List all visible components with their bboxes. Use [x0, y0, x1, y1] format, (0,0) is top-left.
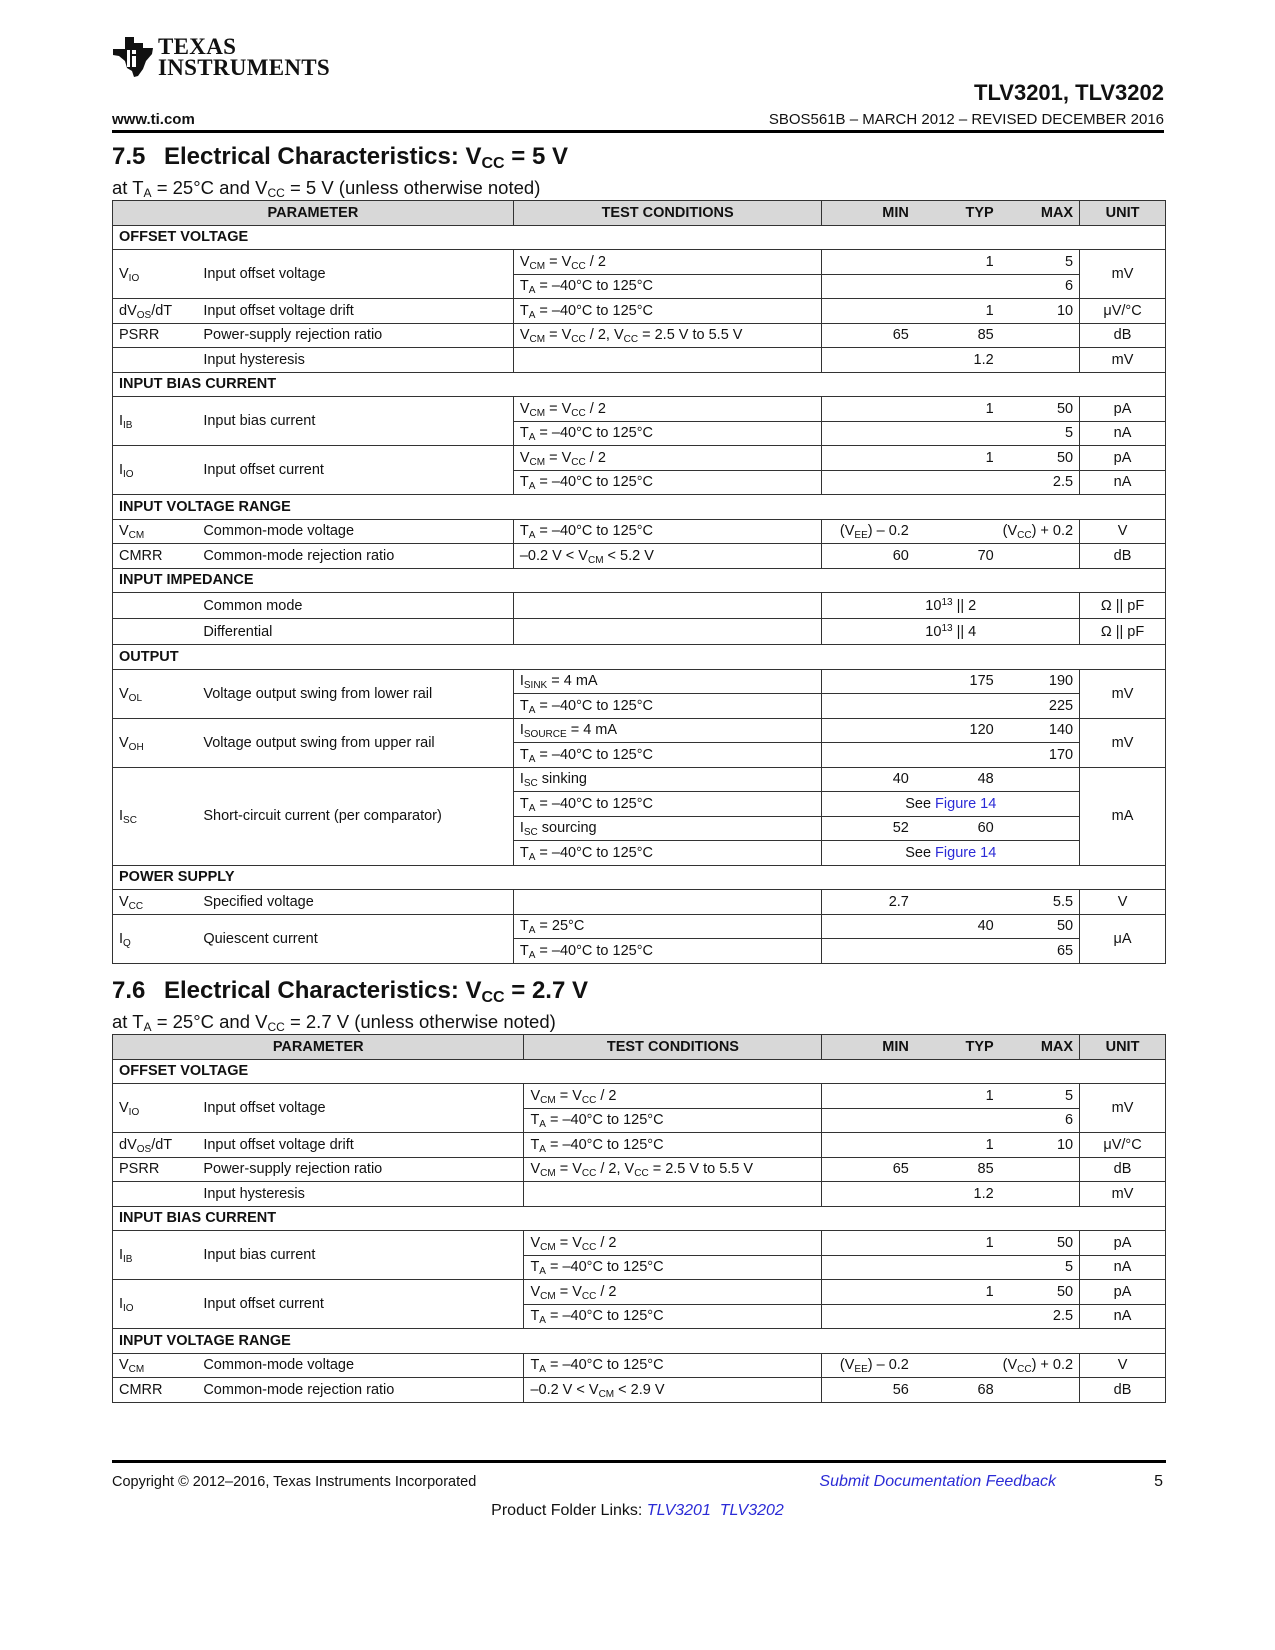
table-cell: 1	[909, 1084, 994, 1109]
table-cell: μV/°C	[1080, 299, 1166, 324]
table-cell: See Figure 14	[822, 792, 1080, 817]
table-cell: 85	[909, 1157, 994, 1182]
table-cell: nA	[1080, 470, 1166, 495]
table-cell	[822, 1182, 909, 1207]
table-cell	[909, 274, 994, 299]
table-cell: 65	[822, 1157, 909, 1182]
table-cell: 50	[994, 1280, 1080, 1305]
section-heading-7-5: 7.5 Electrical Characteristics: $V_{CC} = 5$ V	[112, 143, 568, 172]
section-row	[113, 1059, 1166, 1084]
table-cell: μA	[1080, 914, 1166, 963]
table-cell: $T_A = -40^\circ C$ to 125°C	[524, 1133, 822, 1158]
section-heading-7-6: 7.6 Electrical Characteristics: $V_{CC} = 2.7$ V	[112, 977, 588, 1006]
table-row	[113, 1157, 1166, 1182]
table-cell: See Figure 14	[822, 841, 1080, 866]
table-cell: Input offset voltage	[197, 250, 513, 299]
table-cell	[822, 1255, 909, 1280]
table-cell: 1	[909, 299, 994, 324]
table-cell: $T_A = -40^\circ C$ to 125°C	[513, 274, 822, 299]
table-cell: $I_{SC}$	[113, 767, 198, 865]
table-cell	[822, 274, 909, 299]
table-row	[113, 1182, 1166, 1207]
table-cell	[994, 767, 1080, 792]
part-title: TLV3201, TLV3202	[974, 80, 1164, 105]
table-row	[113, 323, 1166, 348]
table-cell	[822, 1280, 909, 1305]
table-cell: 2.5	[994, 1304, 1080, 1329]
table-cell: $dV_{OS}/dT$	[113, 1133, 198, 1158]
table-cell: 50	[994, 446, 1080, 471]
table-cell: Input bias current	[197, 1231, 524, 1280]
table-cell: 1	[909, 397, 994, 422]
table-cell: 65	[822, 323, 909, 348]
table-cell: Ω || pF	[1080, 593, 1166, 619]
table-cell	[994, 348, 1080, 373]
tlv3201-link[interactable]: TLV3201	[646, 1502, 711, 1519]
table-cell: 140	[994, 718, 1080, 743]
tlv3202-link[interactable]: TLV3202	[719, 1502, 784, 1519]
table-cell: Power-supply rejection ratio	[197, 323, 513, 348]
table-cell: 170	[994, 743, 1080, 768]
table-row	[113, 544, 1166, 569]
table-cell: 52	[822, 816, 909, 841]
table-cell: 65	[994, 939, 1080, 964]
table-cell: 60	[909, 816, 994, 841]
table-cell: Differential	[197, 619, 513, 645]
table-cell: 5	[994, 250, 1080, 275]
electrical-characteristics-table-2v7	[112, 1034, 1166, 1403]
table-cell: dB	[1080, 1157, 1166, 1182]
table-cell: 1	[909, 1231, 994, 1256]
table-cell: $T_A = -40^\circ C$ to 125°C	[513, 939, 822, 964]
table-cell: $dV_{OS}/dT$	[113, 299, 198, 324]
table-cell: mV	[1080, 1182, 1166, 1207]
table-cell: $(V_{CC}) + 0.2$	[994, 519, 1080, 544]
table-cell: $I_{IO}$	[113, 446, 198, 495]
ti-logo	[112, 34, 331, 81]
table-cell: Input offset current	[197, 446, 513, 495]
page-number: 5	[1154, 1473, 1163, 1490]
table-cell	[822, 718, 909, 743]
table-cell: Input hysteresis	[197, 348, 513, 373]
table-cell	[994, 1157, 1080, 1182]
table-cell: Input hysteresis	[197, 1182, 524, 1207]
product-folder-links: Product Folder Links: TLV3201 TLV3202	[491, 1502, 784, 1519]
table-cell: CMRR	[113, 544, 198, 569]
table-cell: INPUT BIAS CURRENT	[113, 372, 1166, 397]
table-cell: $I_{SINK} = 4$ mA	[513, 669, 822, 694]
table-cell: $V_{CC}$	[113, 890, 198, 915]
col-typ: TYP	[909, 1035, 994, 1060]
table-cell: 48	[909, 767, 994, 792]
table-cell: INPUT BIAS CURRENT	[113, 1206, 1166, 1231]
table-row	[113, 397, 1166, 422]
table-cell	[909, 939, 994, 964]
col-typ: TYP	[909, 201, 994, 226]
table-cell: $V_{CM} = V_{CC} / 2$, $V_{CC} = 2.5$ V to 5.5 V	[513, 323, 822, 348]
table-cell: $I_{IB}$	[113, 1231, 198, 1280]
table-row	[113, 593, 1166, 619]
table-cell: $V_{CM} = V_{CC} / 2$	[513, 397, 822, 422]
table-row	[113, 767, 1166, 792]
table-cell: $I_{SC}$ sinking	[513, 767, 822, 792]
table-cell: $V_{CM} = V_{CC} / 2$	[524, 1231, 822, 1256]
table-cell: Input offset voltage drift	[197, 1133, 524, 1158]
table-cell	[822, 421, 909, 446]
table-cell: Power-supply rejection ratio	[197, 1157, 524, 1182]
table-cell	[994, 1378, 1080, 1403]
table-cell	[822, 1231, 909, 1256]
table-cell: mA	[1080, 767, 1166, 865]
table-cell: dB	[1080, 323, 1166, 348]
table-cell	[822, 446, 909, 471]
table-cell: 1.2	[909, 348, 994, 373]
table-cell: $V_{IO}$	[113, 1084, 198, 1133]
table-cell	[113, 348, 198, 373]
document-number: SBOS561B – MARCH 2012 – REVISED DECEMBER 2016	[768, 111, 1164, 128]
table-cell: $T_A = -40^\circ C$ to 125°C	[513, 743, 822, 768]
table-cell	[822, 669, 909, 694]
table-cell	[909, 890, 994, 915]
table-cell	[513, 348, 822, 373]
table-row	[113, 1353, 1166, 1378]
table-cell: Input offset voltage	[197, 1084, 524, 1133]
table-cell: INPUT VOLTAGE RANGE	[113, 495, 1166, 520]
table-cell: dB	[1080, 1378, 1166, 1403]
table-cell: mV	[1080, 718, 1166, 767]
table-cell: Input offset current	[197, 1280, 524, 1329]
table-cell: $T_A = 25^\circ C$	[513, 914, 822, 939]
table-cell	[909, 470, 994, 495]
section-row	[113, 865, 1166, 890]
table-cell	[822, 470, 909, 495]
figure-14-link[interactable]: Figure 14	[935, 844, 997, 861]
section-row	[113, 568, 1166, 593]
table-cell: 50	[994, 1231, 1080, 1256]
table-cell: $V_{CM}$	[113, 1353, 198, 1378]
table-cell: Input offset voltage drift	[197, 299, 513, 324]
table-row	[113, 250, 1166, 275]
table-cell: 6	[994, 274, 1080, 299]
table-cell: $T_A = -40^\circ C$ to 125°C	[524, 1353, 822, 1378]
table-cell: V	[1080, 890, 1166, 915]
table-cell: $V_{CM} = V_{CC} / 2$, $V_{CC} = 2.5$ V to 5.5 V	[524, 1157, 822, 1182]
website-link[interactable]: www.ti.com	[112, 111, 195, 128]
table-cell: $V_{CM} = V_{CC} / 2$	[513, 446, 822, 471]
table-cell	[822, 914, 909, 939]
table-cell: μV/°C	[1080, 1133, 1166, 1158]
table-row	[113, 446, 1166, 471]
table-cell	[994, 816, 1080, 841]
table-cell	[994, 323, 1080, 348]
table-cell: $10^{13}$ || 2	[822, 593, 1080, 619]
table-cell	[909, 1353, 994, 1378]
table-cell: Input bias current	[197, 397, 513, 446]
section-conditions-7-5: at $T_A = 25^\circ C$ and $V_{CC} = 5$ V (unless otherwise noted)	[112, 177, 541, 200]
table-cell	[822, 694, 909, 719]
table-cell	[822, 250, 909, 275]
table-cell: mV	[1080, 669, 1166, 718]
table-cell: $T_A = -40^\circ C$ to 125°C	[524, 1255, 822, 1280]
section-row	[113, 225, 1166, 250]
table-cell: mV	[1080, 348, 1166, 373]
table-header-row	[113, 1035, 1166, 1060]
table-row	[113, 348, 1166, 373]
table-cell: $V_{IO}$	[113, 250, 198, 299]
col-max: MAX	[994, 201, 1080, 226]
table-cell: $T_A = -40^\circ C$ to 125°C	[513, 470, 822, 495]
table-cell: 120	[909, 718, 994, 743]
table-cell: OFFSET VOLTAGE	[113, 225, 1166, 250]
table-cell: 1	[909, 1280, 994, 1305]
table-cell: INPUT IMPEDANCE	[113, 568, 1166, 593]
table-row	[113, 1378, 1166, 1403]
table-cell: dB	[1080, 544, 1166, 569]
col-min: MIN	[822, 201, 909, 226]
table-cell: 1	[909, 446, 994, 471]
table-cell	[822, 743, 909, 768]
table-header-row	[113, 201, 1166, 226]
section-row	[113, 495, 1166, 520]
table-cell: mV	[1080, 1084, 1166, 1133]
table-cell	[909, 421, 994, 446]
table-cell: $T_A = -40^\circ C$ to 125°C	[524, 1304, 822, 1329]
table-cell: $I_{IB}$	[113, 397, 198, 446]
table-cell	[524, 1182, 822, 1207]
table-cell: 10	[994, 1133, 1080, 1158]
table-cell: INPUT VOLTAGE RANGE	[113, 1329, 1166, 1354]
table-cell: PSRR	[113, 323, 198, 348]
table-cell: CMRR	[113, 1378, 198, 1403]
table-cell: 40	[822, 767, 909, 792]
table-row	[113, 718, 1166, 743]
section-row	[113, 372, 1166, 397]
table-cell	[513, 890, 822, 915]
table-cell: 50	[994, 397, 1080, 422]
table-cell: 6	[994, 1108, 1080, 1133]
table-cell: $I_{SC}$ sourcing	[513, 816, 822, 841]
table-cell: 5	[994, 1084, 1080, 1109]
col-unit: UNIT	[1080, 201, 1166, 226]
table-cell: 1	[909, 250, 994, 275]
table-cell	[909, 1304, 994, 1329]
logo-wordmark: TEXAS INSTRUMENTS	[158, 34, 331, 81]
table-cell: 68	[909, 1378, 994, 1403]
table-cell: $V_{CM} = V_{CC} / 2$	[513, 250, 822, 275]
table-row	[113, 1280, 1166, 1305]
submit-feedback-link[interactable]: Submit Documentation Feedback	[819, 1473, 1056, 1490]
table-cell: 5.5	[994, 890, 1080, 915]
table-cell: $T_A = -40^\circ C$ to 125°C	[513, 694, 822, 719]
table-cell	[513, 593, 822, 619]
table-cell	[909, 743, 994, 768]
table-cell: Voltage output swing from lower rail	[197, 669, 513, 718]
table-cell: Common mode	[197, 593, 513, 619]
table-cell	[909, 519, 994, 544]
table-cell	[822, 939, 909, 964]
table-cell: 5	[994, 421, 1080, 446]
table-cell: nA	[1080, 421, 1166, 446]
table-row	[113, 1231, 1166, 1256]
texas-state-icon	[112, 36, 154, 78]
table-cell: $T_A = -40^\circ C$ to 125°C	[513, 299, 822, 324]
table-cell	[513, 619, 822, 645]
table-row	[113, 1084, 1166, 1109]
table-cell	[113, 619, 198, 645]
table-cell	[822, 348, 909, 373]
table-cell: $I_Q$	[113, 914, 198, 963]
table-cell: OUTPUT	[113, 645, 1166, 670]
table-cell	[113, 1182, 198, 1207]
table-cell: Short-circuit current (per comparator)	[197, 767, 513, 865]
table-cell: mV	[1080, 250, 1166, 299]
table-cell: Specified voltage	[197, 890, 513, 915]
table-cell: 10	[994, 299, 1080, 324]
table-cell: Common-mode rejection ratio	[197, 1378, 524, 1403]
table-cell: Voltage output swing from upper rail	[197, 718, 513, 767]
table-cell: $V_{OL}$	[113, 669, 198, 718]
table-cell: Common-mode rejection ratio	[197, 544, 513, 569]
table-cell: 50	[994, 914, 1080, 939]
table-cell: pA	[1080, 1280, 1166, 1305]
table-row	[113, 1133, 1166, 1158]
table-cell	[822, 1304, 909, 1329]
header-rule	[112, 130, 1164, 133]
table-cell	[822, 397, 909, 422]
col-max: MAX	[994, 1035, 1080, 1060]
table-cell: $T_A = -40^\circ C$ to 125°C	[513, 421, 822, 446]
table-cell	[994, 1182, 1080, 1207]
table-cell: 1	[909, 1133, 994, 1158]
table-cell	[822, 1133, 909, 1158]
table-cell: PSRR	[113, 1157, 198, 1182]
table-cell: $I_{IO}$	[113, 1280, 198, 1329]
table-cell	[822, 1084, 909, 1109]
table-cell: 1.2	[909, 1182, 994, 1207]
section-conditions-7-6: at $T_A = 25^\circ C$ and $V_{CC} = 2.7$ V (unless otherwise noted)	[112, 1011, 556, 1034]
table-cell: 5	[994, 1255, 1080, 1280]
table-cell: $V_{CM} = V_{CC} / 2$	[524, 1280, 822, 1305]
table-cell: 56	[822, 1378, 909, 1403]
section-row	[113, 1206, 1166, 1231]
table-cell: $T_A = -40^\circ C$ to 125°C	[524, 1108, 822, 1133]
table-cell: $(V_{EE}) - 0.2$	[822, 1353, 909, 1378]
table-cell: 2.5	[994, 470, 1080, 495]
table-cell: $(V_{EE}) - 0.2$	[822, 519, 909, 544]
table-cell: 2.7	[822, 890, 909, 915]
table-row	[113, 299, 1166, 324]
table-cell: nA	[1080, 1255, 1166, 1280]
table-cell: pA	[1080, 1231, 1166, 1256]
footer-rule	[112, 1460, 1166, 1463]
table-cell: V	[1080, 519, 1166, 544]
table-row	[113, 914, 1166, 939]
table-cell: $I_{SOURCE} = 4$ mA	[513, 718, 822, 743]
table-row	[113, 619, 1166, 645]
table-cell	[113, 593, 198, 619]
table-cell: OFFSET VOLTAGE	[113, 1059, 1166, 1084]
table-cell	[994, 544, 1080, 569]
table-cell: $T_A = -40^\circ C$ to 125°C	[513, 841, 822, 866]
table-cell: $10^{13}$ || 4	[822, 619, 1080, 645]
table-cell: nA	[1080, 1304, 1166, 1329]
table-cell	[909, 1108, 994, 1133]
table-cell: Ω || pF	[1080, 619, 1166, 645]
col-test-conditions: TEST CONDITIONS	[513, 201, 822, 226]
table-cell: V	[1080, 1353, 1166, 1378]
table-cell: $V_{CM}$	[113, 519, 198, 544]
table-row	[113, 669, 1166, 694]
table-cell: $(V_{CC}) + 0.2$	[994, 1353, 1080, 1378]
table-cell: 225	[994, 694, 1080, 719]
table-cell: 70	[909, 544, 994, 569]
electrical-characteristics-table-5v	[112, 200, 1166, 964]
table-cell: pA	[1080, 397, 1166, 422]
section-row	[113, 1329, 1166, 1354]
figure-14-link[interactable]: Figure 14	[935, 795, 997, 812]
col-unit: UNIT	[1080, 1035, 1166, 1060]
table-cell	[822, 299, 909, 324]
section-row	[113, 645, 1166, 670]
table-cell: pA	[1080, 446, 1166, 471]
table-cell: –0.2 $V < V_{CM} < 5.2$ V	[513, 544, 822, 569]
table-cell: 85	[909, 323, 994, 348]
table-cell	[909, 694, 994, 719]
table-cell: Common-mode voltage	[197, 1353, 524, 1378]
table-cell: 175	[909, 669, 994, 694]
copyright: Copyright © 2012–2016, Texas Instruments Incorporated	[112, 1474, 477, 1490]
table-row	[113, 519, 1166, 544]
table-cell: $T_A = -40^\circ C$ to 125°C	[513, 519, 822, 544]
table-cell: $T_A = -40^\circ C$ to 125°C	[513, 792, 822, 817]
col-min: MIN	[822, 1035, 909, 1060]
table-cell: POWER SUPPLY	[113, 865, 1166, 890]
table-cell: 60	[822, 544, 909, 569]
table-cell: –0.2 $V < V_{CM} < 2.9$ V	[524, 1378, 822, 1403]
col-parameter: PARAMETER	[113, 1035, 524, 1060]
table-cell	[909, 1255, 994, 1280]
col-parameter: PARAMETER	[113, 201, 514, 226]
table-cell: $V_{CM} = V_{CC} / 2$	[524, 1084, 822, 1109]
table-cell: 190	[994, 669, 1080, 694]
table-row	[113, 890, 1166, 915]
table-cell: 40	[909, 914, 994, 939]
table-cell: Quiescent current	[197, 914, 513, 963]
col-test-conditions: TEST CONDITIONS	[524, 1035, 822, 1060]
table-cell	[822, 1108, 909, 1133]
table-cell: Common-mode voltage	[197, 519, 513, 544]
table-cell: $V_{OH}$	[113, 718, 198, 767]
